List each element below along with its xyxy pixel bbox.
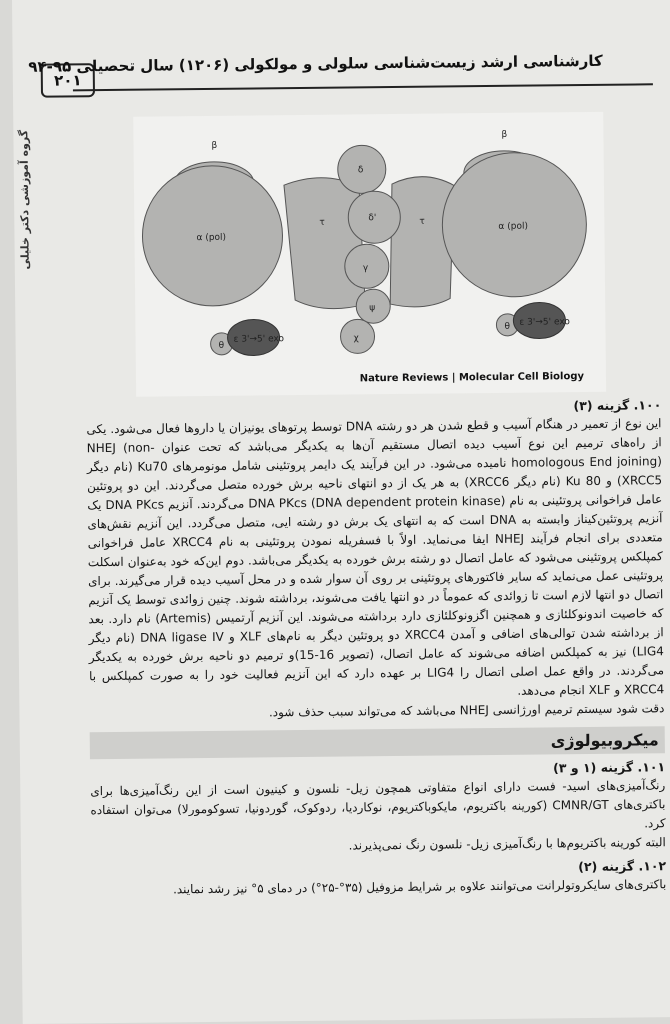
tau-label-right: τ [419,216,425,227]
beta-label-left: β [211,140,218,151]
answer-102-paragraph: باکتری‌های سایکروتولرانت می‌توانند علاوه بر شرایط مزوفیل (۳۵°-۲۵°) در دمای ۵° نیز رشد نمایند. [172,877,667,897]
polymerase-diagram [133,112,606,377]
answer-101-heading: ۱۰۱. گزینه (۱ و ۳) [553,759,666,776]
answer-101-paragraph: رنگ‌آمیزی‌های اسید- فست دارای انواع متفاوتی همچون زیل- نلسون و کینیون است از این رنگ‌آمیزی‌ها برای باکتری‌های CMNR/GT (کورینه باکتریوم، مایکوباکتریوم، نوکاردیا، ردوکوک، گوردونیا، تسوکومورلا) می‌توان استفاده کرد. [90,778,666,831]
page-number: ۲۰۱ [41,63,95,98]
theta-label-right: θ [504,321,511,332]
alpha-label-left: α (pol) [196,232,227,244]
answer-102-heading: ۱۰۲. گزینه (۲) [578,858,667,875]
delta-label: δ [357,165,364,176]
epsilon-label-left: ε 3'→5' exo [233,334,285,345]
beta-label-right: β [501,129,508,140]
tau-label-left: τ [319,217,325,228]
tau-left [284,177,365,309]
section-heading: میکروبیولوژی [90,726,665,759]
epsilon-label-right: ε 3'→5' exo [519,317,570,328]
sidebar-label: گروه آموزشی دکتر خلیلی [17,129,32,270]
chi-label: χ [353,333,359,344]
answer-101-note: البته کورینه باکتریوم‌ها با رنگ‌آمیزی زیل- نلسون رنگ نمی‌پذیرند. [348,835,666,853]
header-rule [73,83,653,91]
page-title: کارشناسی ارشد زیست‌شناسی سلولی و مولکولی (۱۲۰۶) سال تحصیلی ۹۵-۹۴ [28,51,603,76]
dna-polymerase-figure [133,112,606,397]
answer-100-paragraph: این نوع از تعمیر در هنگام آسیب و قطع شدن هر دو رشته DNA توسط پرتوهای یونیزان یا داروها فعال می‌شود. یکی از راه‌های ترمیم این نوع آسیب دیده اتصال مستقیم آن‌ها به یکدیگر می‌باشد که تحت عنوان NHEJ (non-homologous End joining) نامیده می‌شود. در این فرآیند یک دایمر پروتئینی شامل مونومرهای Ku70 (نام دیگر XRCC5) و Ku 80 (نام دیگر XRCC6) به هر یک از دو انتهای ناحیه برش خورده متصل می‌گردند. این دو پروتئین عامل فراخوانی پروتئینی به نام DNA PKcs (DNA dependent protein kinase) می‌گردند. آنزیم DNA PKcs یک آنزیم پروتئین‌کیناز وابسته به DNA است که به انتهای یک برش دو رشته ایی، متصل می‌گردد. این آنزیم نقش‌های متعددی برای انجام فرآیند NHEJ ایفا می‌نماید. اولاً با فسفریله نمودن پروتئینی به نام XRCC4 عامل فراخوانی کمپلکس پروتئینی می‌شود که عامل اتصال دو رشته برش خورده به یکدیگر می‌باشد. دوم این‌که خود به‌عنوان اسکلت پروتئینی عمل می‌نماید که سایر فاکتورهای پروتئینی بر روی آن سوار شده و در محل آسیب دیده قرار می‌گیرند. برای اتصال دو انتها لازم است تا زوائدی که عموماً در دو انتها یافت می‌شوند، برداشته شوند. چنین زوائدی توسط یک آنزیم که خاصیت اندونوکلئازی و همچنین اگزونوکلئازی دارد برداشته می‌شوند. این آنزیم آرتمیس (Artemis) نام دارد. بعد از برداشته شدن توالی‌های اضافی و آمدن XRCC4 دو پروتئین دیگر به نام‌های XLF و DNA ligase IV (نام دیگر LIG4) نیز به کمپلکس اضافه می‌شوند که عامل اتصال، (تصویر 16-15)و ترمیم دو ناحیه برش خورده به یکدیگر می‌گردند. در واقع عمل اصلی اتصال را LIG4 بر عهده دارد که این آنزیم فعالیت خود را به صورت کمپلکس با XRCC4 و XLF انجام می‌دهد. [86,416,665,698]
gamma-label: γ [362,263,369,274]
answer-100-heading: ۱۰۰. گزینه (۳) [573,397,662,414]
alpha-label-right: α (pol) [498,221,529,232]
psi-label: ψ [369,303,376,314]
figure-caption: Nature Reviews | Molecular Cell Biology [359,371,585,385]
theta-label-left: θ [218,340,225,351]
delta-prime-label: δ' [368,213,377,224]
book-page [12,0,670,1024]
answer-100-note: دقت شود سیستم ترمیم اورژانسی NHEJ می‌باشد که می‌تواند سبب حذف شود. [268,701,665,720]
text-body [86,395,666,900]
